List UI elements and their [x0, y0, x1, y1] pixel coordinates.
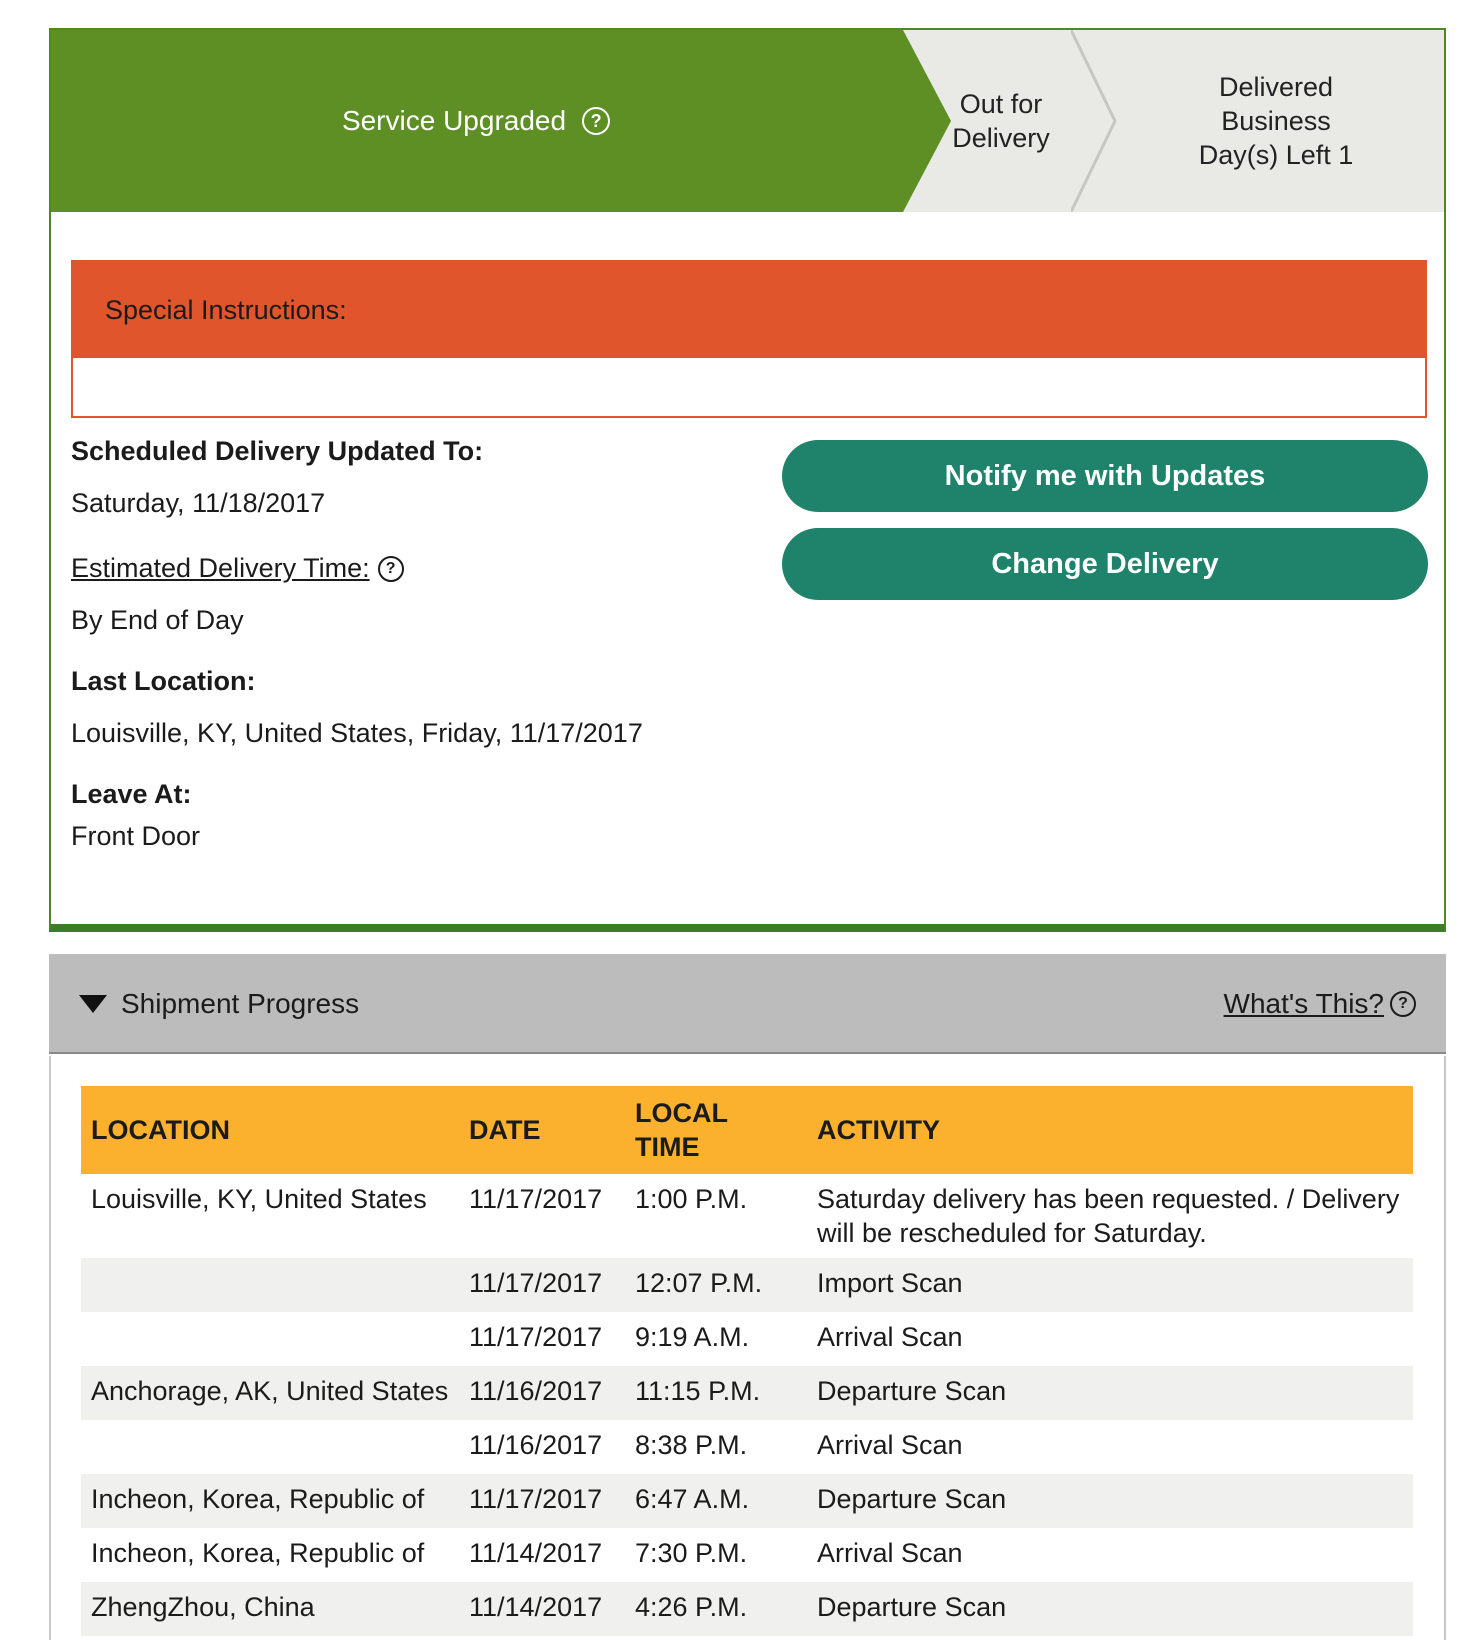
cell-date: 11/17/2017 [469, 1184, 603, 1214]
caret-down-icon[interactable] [79, 995, 107, 1013]
shipment-progress-table [81, 1086, 1413, 1636]
cell-time: 8:38 P.M. [635, 1430, 748, 1460]
whats-this-label[interactable]: What's This? [1223, 988, 1384, 1019]
table-row [81, 1474, 1413, 1528]
cell-location: Louisville, KY, United States [91, 1184, 427, 1214]
cell-time: 9:19 A.M. [635, 1322, 750, 1352]
cell-date: 11/14/2017 [469, 1592, 603, 1622]
notify-updates-button[interactable]: Notify me with Updates [782, 440, 1428, 512]
estimated-delivery-time-link[interactable] [71, 553, 404, 584]
progress-step-label: Out for Delivery [952, 89, 1050, 153]
help-icon[interactable]: ? [1390, 991, 1416, 1017]
scheduled-delivery-label: Scheduled Delivery Updated To: [71, 436, 484, 466]
leave-at-label: Leave At: [71, 779, 192, 809]
shipment-progress-toggle[interactable] [79, 954, 359, 1054]
cell-date: 11/14/2017 [469, 1538, 603, 1568]
cell-date: 11/16/2017 [469, 1376, 603, 1406]
whats-this-link[interactable] [1224, 954, 1416, 1054]
special-instructions-label: Special Instructions: [105, 294, 347, 325]
change-delivery-button[interactable]: Change Delivery [782, 528, 1428, 600]
cell-location [81, 1258, 459, 1312]
estimated-delivery-time-label[interactable]: Estimated Delivery Time: [71, 553, 370, 583]
tracking-summary-card [49, 28, 1446, 932]
table-row [81, 1582, 1413, 1636]
progress-step-out-for-delivery [941, 30, 1061, 212]
table-row [81, 1366, 1413, 1420]
table-row [81, 1258, 1413, 1312]
shipment-progress-body [49, 1056, 1446, 1640]
column-header-activity: ACTIVITY [817, 1115, 941, 1145]
cell-location: ZhengZhou, China [91, 1592, 315, 1622]
progress-step-service-upgraded [51, 30, 901, 212]
column-header-date: DATE [469, 1115, 541, 1145]
progress-step-label: Service Upgraded [341, 105, 567, 136]
last-location-label: Last Location: [71, 666, 256, 696]
cell-activity: Saturday delivery has been requested. / Delivery will be rescheduled for Saturday. [817, 1184, 1400, 1248]
cell-date: 11/17/2017 [469, 1322, 603, 1352]
table-row [81, 1312, 1413, 1366]
cell-time: 11:15 P.M. [635, 1376, 761, 1406]
shipment-progress-title: Shipment Progress [121, 988, 360, 1019]
cell-time: 4:26 P.M. [635, 1592, 748, 1622]
cell-time: 7:30 P.M. [635, 1538, 748, 1568]
cell-location: Incheon, Korea, Republic of [91, 1484, 425, 1514]
leave-at-value: Front Door [71, 821, 201, 851]
estimated-delivery-time-value: By End of Day [71, 605, 244, 635]
cell-location: Anchorage, AK, United States [91, 1376, 449, 1406]
special-instructions-header [73, 262, 1425, 358]
cell-location [81, 1420, 459, 1474]
column-header-location: LOCATION [91, 1115, 230, 1145]
scheduled-delivery-value: Saturday, 11/18/2017 [71, 488, 326, 518]
cell-activity: Arrival Scan [817, 1430, 963, 1460]
cell-time: 12:07 P.M. [635, 1268, 763, 1298]
table-row [81, 1420, 1413, 1474]
cell-activity: Departure Scan [817, 1484, 1007, 1514]
table-header-row [81, 1086, 1413, 1174]
help-icon[interactable]: ? [378, 556, 404, 582]
progress-step-label: Delivered Business Day(s) Left 1 [1198, 72, 1354, 170]
cell-location: Incheon, Korea, Republic of [91, 1538, 425, 1568]
help-icon[interactable]: ? [582, 107, 610, 135]
special-instructions-box [71, 260, 1427, 418]
cell-time: 1:00 P.M. [635, 1184, 748, 1214]
delivery-progress-bar [51, 30, 1444, 212]
cell-date: 11/16/2017 [469, 1430, 603, 1460]
cell-activity: Arrival Scan [817, 1538, 963, 1568]
table-row [81, 1174, 1413, 1258]
cell-activity: Import Scan [817, 1268, 963, 1298]
cell-activity: Departure Scan [817, 1376, 1007, 1406]
cell-time: 6:47 A.M. [635, 1484, 750, 1514]
progress-step-delivered [1121, 30, 1431, 212]
shipment-progress-header[interactable] [49, 954, 1446, 1054]
cell-activity: Departure Scan [817, 1592, 1007, 1622]
table-row [81, 1528, 1413, 1582]
cell-activity: Arrival Scan [817, 1322, 963, 1352]
cell-date: 11/17/2017 [469, 1268, 603, 1298]
cell-location [81, 1312, 459, 1366]
column-header-local-time: LOCAL TIME [635, 1098, 728, 1162]
last-location-value: Louisville, KY, United States, Friday, 11/17/2017 [71, 718, 643, 748]
cell-date: 11/17/2017 [469, 1484, 603, 1514]
